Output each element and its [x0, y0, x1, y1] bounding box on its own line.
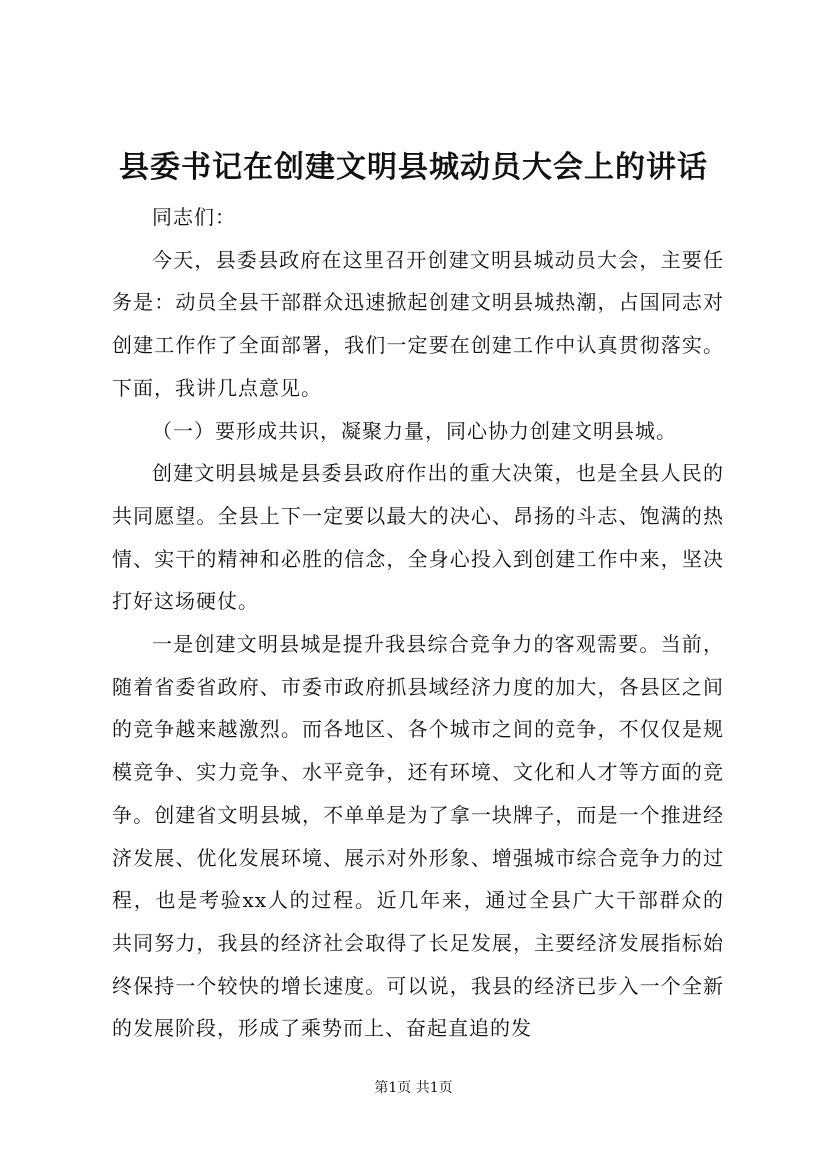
- page-footer: 第1页 共1页: [374, 1080, 453, 1096]
- document-body: [112, 196, 724, 1050]
- section-heading: （一）要形成共识，凝聚力量，同心协力创建文明县城。: [152, 418, 677, 443]
- document-title: 县委书记在创建文明县城动员大会上的讲话: [119, 150, 708, 185]
- intro-paragraph: 今天，县委县政府在这里召开创建文明县城动员大会，主要任务是：动员全县干部群众迅速掀起创建文明县城热潮，占国同志对创建工作作了全面部署，我们一定要在创建工作中认真贯彻落实。下面，我讲几点意见。: [112, 247, 724, 400]
- salutation: 同志们：: [152, 205, 236, 229]
- body-paragraph: 创建文明县城是县委县政府作出的重大决策，也是全县人民的共同愿望。全县上下一定要以最大的决心、昂扬的斗志、饱满的热情、实干的精神和必胜的信念，全身心投入到创建工作中来，坚决打好这场硬仗。: [112, 461, 724, 614]
- body-paragraph: 一是创建文明县城是提升我县综合竞争力的客观需要。当前，随着省委省政府、市委市政府抓县域经济力度的加大，各县区之间的竞争越来越激烈。而各地区、各个城市之间的竞争，不仅仅是规模竞争、实力竞争、水平竞争，还有环境、文化和人才等方面的竞争。创建省文明县城，不单单是为了拿一块牌子，而是一个推进经济发展、优化发展环境、展示对外形象、增强城市综合竞争力的过程，也是考验xx人的过程。近几年来，通过全县广大干部群众的共同努力，我县的经济社会取得了长足发展，主要经济发展指标始终保持一个较快的增长速度。可以说，我县的经济已步入一个全新的发展阶段，形成了乘势而上、奋起直追的发: [112, 632, 724, 1041]
